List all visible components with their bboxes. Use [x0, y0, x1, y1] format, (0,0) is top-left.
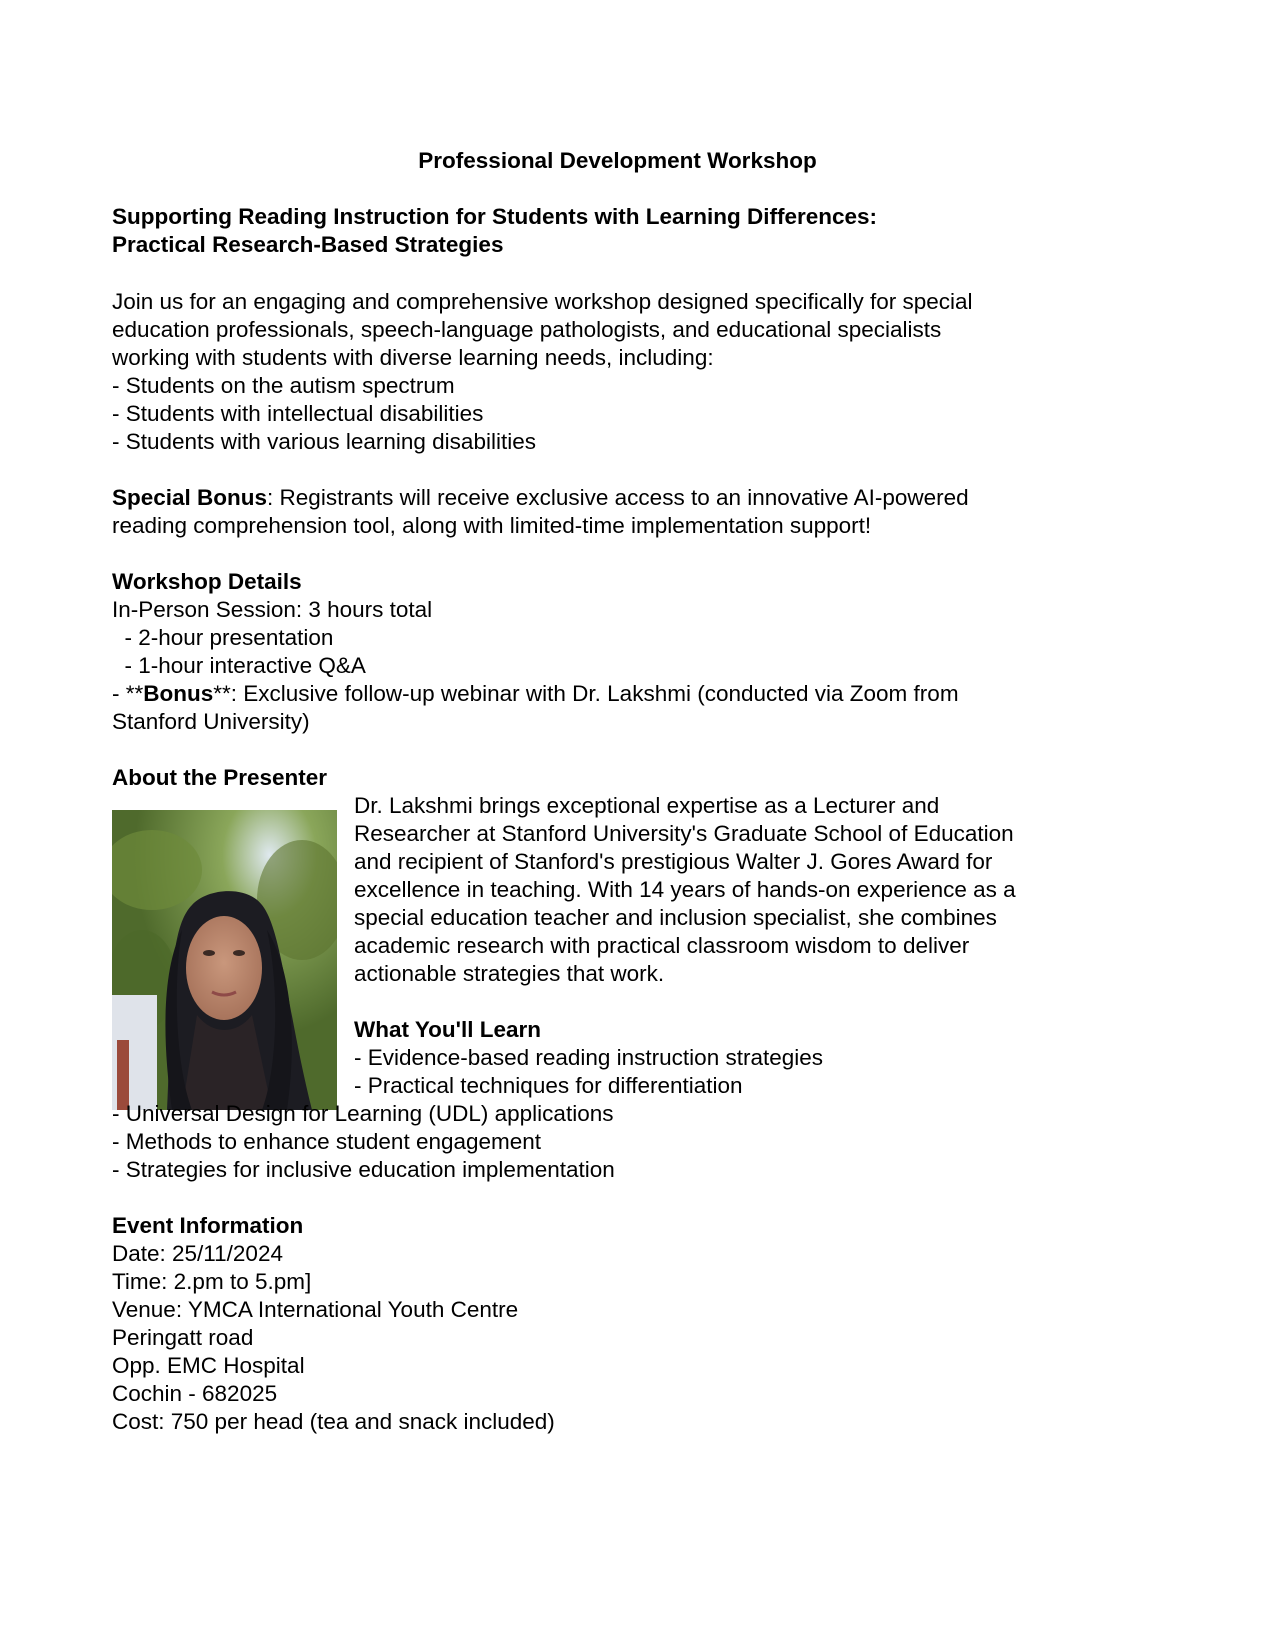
learn-item: - Evidence-based reading instruction strategies [354, 1045, 824, 1070]
portrait-image-icon [112, 810, 337, 1110]
session-item: - 2-hour presentation [112, 625, 334, 650]
learn-heading: What You'll Learn [354, 1017, 542, 1042]
audience-item: - Students on the autism spectrum [112, 373, 455, 398]
event-address-line: Peringatt road [112, 1325, 254, 1350]
special-bonus-line-2: reading comprehension tool, along with limited-time implementation support! [112, 513, 872, 538]
event-time: Time: 2.pm to 5.pm] [112, 1269, 312, 1294]
presenter-bio-line: academic research with practical classroom wisdom to deliver [354, 933, 970, 958]
presenter-bio-line: and recipient of Stanford's prestigious Walter J. Gores Award for [354, 849, 993, 874]
bonus-prefix: - ** [112, 681, 144, 706]
presenter-bio-line: actionable strategies that work. [354, 961, 665, 986]
subtitle-line-2: Practical Research-Based Strategies [112, 232, 504, 257]
event-address-line: Opp. EMC Hospital [112, 1353, 305, 1378]
intro-line-2: education professionals, speech-language pathologists, and educational specialists [112, 317, 942, 342]
event-cost: Cost: 750 per head (tea and snack included) [112, 1409, 555, 1434]
event-heading: Event Information [112, 1213, 304, 1238]
learn-item: - Methods to enhance student engagement [112, 1129, 542, 1154]
special-bonus-label: Special Bonus [112, 485, 268, 510]
special-bonus-text: : Registrants will receive exclusive access to an innovative AI-powered [267, 485, 969, 510]
subtitle-line-1: Supporting Reading Instruction for Students with Learning Differences: [112, 204, 878, 229]
presenter-bio-line: Dr. Lakshmi brings exceptional expertise as a Lecturer and [354, 793, 940, 818]
session-item: - 1-hour interactive Q&A [112, 653, 366, 678]
bonus-line-1 [112, 680, 959, 708]
document-title: Professional Development Workshop [418, 148, 817, 173]
presenter-bio-line: excellence in teaching. With 14 years of hands-on experience as a [354, 877, 1016, 902]
event-date: Date: 25/11/2024 [112, 1241, 283, 1266]
audience-item: - Students with intellectual disabilities [112, 401, 484, 426]
learn-item: - Universal Design for Learning (UDL) applications [112, 1101, 614, 1126]
presenter-bio-line: special education teacher and inclusion specialist, she combines [354, 905, 997, 930]
event-address-line: Cochin - 682025 [112, 1381, 278, 1406]
presenter-heading: About the Presenter [112, 765, 328, 790]
session-info: In-Person Session: 3 hours total [112, 597, 433, 622]
learn-item: - Practical techniques for differentiation [354, 1073, 743, 1098]
event-venue: Venue: YMCA International Youth Centre [112, 1297, 519, 1322]
intro-line-1: Join us for an engaging and comprehensive workshop designed specifically for special [112, 289, 973, 314]
bonus-label: Bonus [143, 681, 214, 706]
special-bonus-line-1 [112, 484, 969, 512]
learn-item: - Strategies for inclusive education implementation [112, 1157, 615, 1182]
bonus-line-2: Stanford University) [112, 709, 310, 734]
bonus-text: **: Exclusive follow-up webinar with Dr. Lakshmi (conducted via Zoom from [213, 681, 959, 706]
workshop-details-heading: Workshop Details [112, 569, 302, 594]
presenter-bio-line: Researcher at Stanford University's Graduate School of Education [354, 821, 1014, 846]
audience-item: - Students with various learning disabilities [112, 429, 536, 454]
intro-line-3: working with students with diverse learning needs, including: [112, 345, 714, 370]
presenter-photo [112, 810, 337, 1110]
